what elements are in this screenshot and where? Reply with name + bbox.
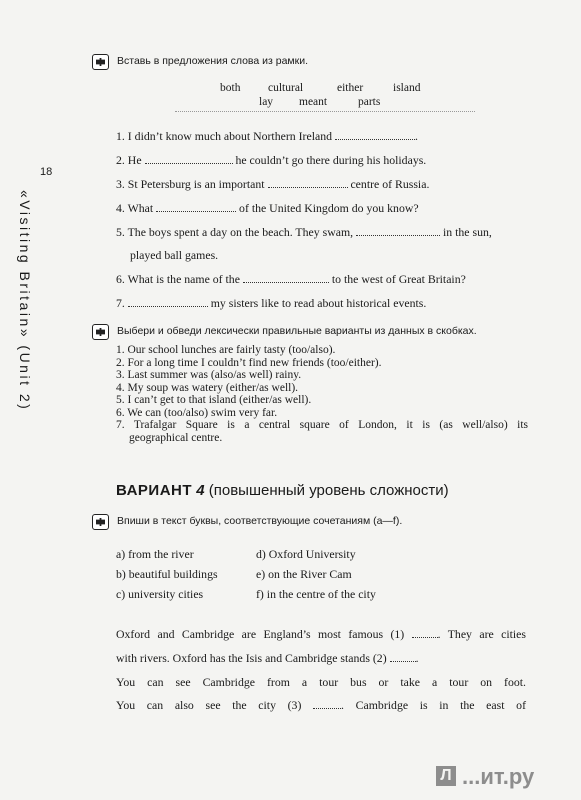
answer-blank[interactable] — [243, 272, 329, 283]
option-item: e) on the River Cam — [256, 567, 352, 581]
option-item: a) from the river — [116, 547, 194, 561]
answer-blank[interactable] — [356, 225, 440, 236]
option-item: b) beautiful buildings — [116, 567, 218, 581]
exercise-line: 2. He he couldn’t go there during his holidays. — [116, 153, 427, 167]
list-item: 4. My soup was watery (either/as well). — [116, 381, 299, 394]
word-box-divider — [175, 111, 475, 112]
list-item: 2. For a long time I couldn’t find new friends (too/either). — [116, 356, 382, 369]
box-word: both — [220, 82, 241, 94]
answer-blank[interactable] — [156, 201, 236, 212]
text-line: You can see Cambridge from a tour bus or take a tour on foot. — [116, 675, 526, 689]
text-line: Oxford and Cambridge are England’s most famous (1) . They are cities — [116, 627, 527, 641]
answer-blank[interactable] — [313, 698, 341, 709]
watermark-logo: Л — [436, 766, 456, 786]
variant-heading: ВАРИАНТ 4 (повышенный уровень сложности) — [116, 482, 449, 499]
exercise-line: 3. St Petersburg is an important centre of Russia. — [116, 177, 430, 191]
exercise-line: 4. What of the United Kingdom do you know? — [116, 201, 419, 215]
task-icon — [92, 514, 109, 530]
box-word: cultural — [268, 82, 304, 94]
answer-blank[interactable] — [145, 153, 233, 164]
box-word: island — [393, 82, 421, 94]
list-item: 3. Last summer was (also/as well) rainy. — [116, 369, 302, 381]
answer-blank[interactable] — [268, 177, 348, 188]
answer-blank[interactable] — [335, 129, 415, 140]
exercise-line-continued: played ball games. — [130, 248, 219, 262]
exercise-line: 5. The boys spent a day on the beach. They swam, in the sun, — [116, 225, 492, 239]
option-item: d) Oxford University — [256, 547, 356, 561]
answer-blank[interactable] — [128, 296, 208, 307]
option-item: c) university cities — [116, 587, 204, 601]
box-word: meant — [299, 96, 328, 108]
exercise-line: 1. I didn’t know much about Northern Ireland . — [116, 129, 418, 143]
box-word: lay — [259, 96, 274, 108]
page-number: 18 — [40, 166, 53, 178]
box-word: parts — [358, 96, 381, 108]
list-item: 1. Our school lunches are fairly tasty (too/also). — [116, 344, 336, 356]
list-item-continued: geographical centre. — [129, 431, 223, 444]
text-line: with rivers. Oxford has the Isis and Cambridge stands (2) . — [116, 651, 419, 665]
exercise-line: 7. my sisters like to read about historical events. — [116, 296, 427, 310]
option-item: f) in the centre of the city — [256, 587, 376, 601]
task-icon — [92, 54, 109, 70]
side-title: «Visiting Britain» (Unit 2) — [17, 190, 33, 412]
task2-instruction: Выбери и обведи лексически правильные варианты из данных в скобках. — [117, 325, 477, 337]
text-line: You can also see the city (3) . Cambridge is in the east of — [116, 698, 526, 712]
watermark-text: ...ит.ру — [462, 764, 535, 789]
answer-blank[interactable] — [412, 627, 438, 638]
list-item: 5. I can’t get to that island (either/as well). — [116, 394, 312, 406]
list-item: 7. Trafalgar Square is a central square of London, it is (as well/also) its — [116, 419, 528, 431]
task-icon — [92, 324, 109, 340]
list-item: 6. We can (too/also) swim very far. — [116, 406, 278, 419]
box-word: either — [337, 82, 364, 94]
task2-list — [116, 344, 528, 444]
task1-instruction: Вставь в предложения слова из рамки. — [117, 55, 309, 67]
task3-instruction: Впиши в текст буквы, соответствующие сочетаниям (a—f). — [117, 515, 403, 527]
answer-blank[interactable] — [390, 651, 416, 662]
exercise-line: 6. What is the name of the to the west of Great Britain? — [116, 272, 466, 286]
